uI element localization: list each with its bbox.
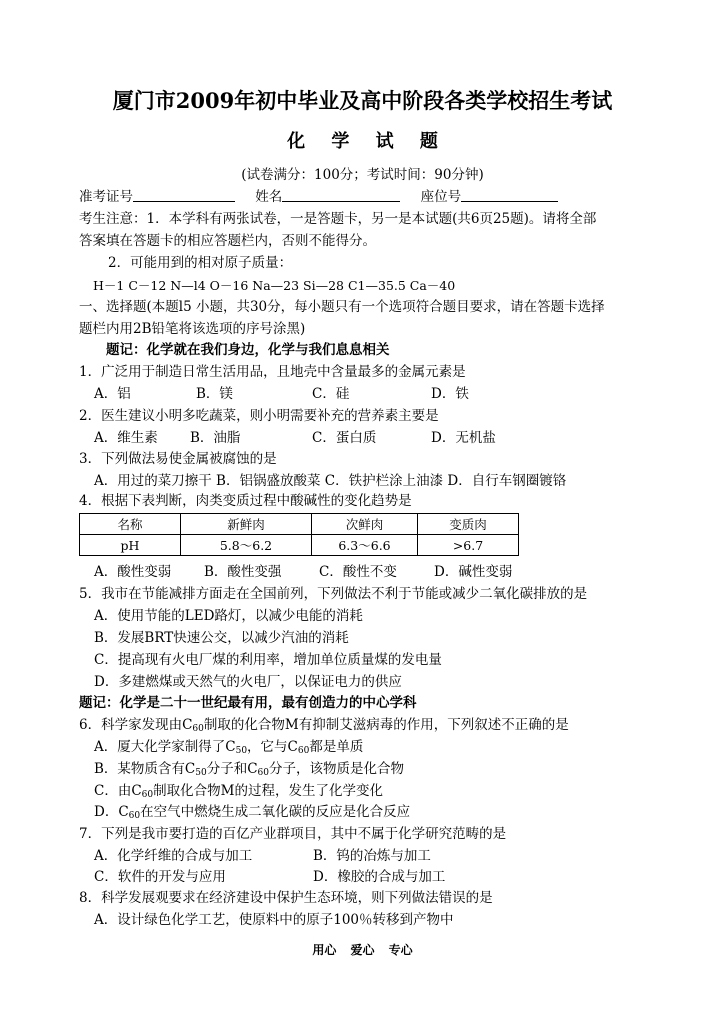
table-cell: 6.3～6.6: [312, 535, 418, 556]
q7-options-row-2: [94, 868, 445, 886]
exam-no-field[interactable]: [133, 188, 235, 202]
q2-options: [94, 429, 496, 447]
q6-option-c: C．由$C_{60}$制取化合物M的过程，发生了化学变化: [94, 783, 383, 800]
notice-line-1: 考生注意：1．本学科有两张试卷，一是答题卡，另一是本试题(共6页25题)。请将全部: [79, 211, 597, 227]
q7-option-b: B．钨的冶炼与加工: [313, 848, 431, 864]
q7-option-a: A．化学纤维的合成与加工: [94, 848, 253, 864]
q2-option-d: D．无机盐: [431, 430, 496, 446]
q7-options-row-1: [94, 847, 431, 865]
q4-option-b: B．酸性变强: [204, 564, 282, 580]
q8-option-a: A．设计绿色化学工艺，使原料中的原子100％转移到产物中: [94, 912, 454, 928]
table-header-cell: 变质肉: [418, 514, 519, 535]
table-header-cell: 次鲜肉: [312, 514, 418, 535]
q2-option-b: B．油脂: [190, 430, 241, 446]
q3-options: A．用过的菜刀擦干 B．铝锅盛放酸菜 C．铁护栏涂上油漆 D．自行车钢圈镀铬: [94, 473, 567, 489]
section-1-line-1: 一、选择题(本题l5 小题，共30分，每小题只有一个选项符合题目要求，请在答题卡选择: [79, 299, 605, 315]
q5-option-c: C．提高现有火电厂煤的利用率，增加单位质量煤的发电量: [94, 652, 442, 668]
q1-option-a: A．铝: [94, 386, 131, 402]
exam-title: 厦门市2009年初中毕业及高中阶段各类学校招生考试: [112, 88, 613, 113]
q4-options: [94, 563, 512, 581]
q6-stem: 6．科学家发现由$C_{60}$制取的化合物M有抑制艾滋病毒的作用，下列叙述不正确的是: [79, 717, 569, 734]
q8-stem: 8．科学发展观要求在经济建设中保护生态环境，则下列做法错误的是: [79, 890, 493, 906]
q1-option-b: B．镁: [196, 386, 233, 402]
q1-options: [94, 385, 469, 403]
q6-option-a: A．厦大化学家制得了$C_{50}$，它与$C_{60}$都是单质: [94, 739, 364, 756]
table-header-row: [80, 514, 519, 535]
exam-no-label: 准考证号: [79, 189, 133, 205]
q7-option-c: C．软件的开发与应用: [94, 869, 226, 885]
name-label: 姓名: [255, 189, 283, 205]
q5-option-d: D．多建燃煤或天然气的火电厂，以保证电力的供应: [94, 674, 402, 690]
table-row: [80, 535, 519, 556]
q2-option-a: A．维生素: [94, 430, 158, 446]
q2-option-c: C．蛋白质: [312, 430, 377, 446]
q3-stem: 3．下列做法易使金属被腐蚀的是: [79, 451, 277, 467]
table-header-cell: 名称: [80, 514, 181, 535]
q4-stem: 4．根据下表判断，肉类变质过程中酸碱性的变化趋势是: [79, 493, 412, 509]
exam-subtitle: 化 学 试 题: [287, 131, 438, 152]
section-1-line-2: 题栏内用2B铅笔将该选项的序号涂黑): [79, 321, 306, 337]
q4-option-d: D．碱性变弱: [434, 564, 513, 580]
q1-option-c: C．硅: [312, 386, 350, 402]
q4-option-a: A．酸性变弱: [94, 564, 172, 580]
table-cell: pH: [80, 535, 181, 556]
notice-line-3: 2．可能用到的相对原子质量：: [108, 255, 293, 271]
q4-option-c: C．酸性不变: [319, 564, 397, 580]
note-1: 题记：化学就在我们身边，化学与我们息息相关: [106, 342, 390, 358]
exam-info: (试卷满分：100分；考试时间：90分钟): [241, 167, 484, 183]
notice-line-2: 答案填在答题卡的相应答题栏内，否则不能得分。: [79, 233, 376, 249]
table-cell: >6.7: [418, 535, 519, 556]
q7-stem: 7．下列是我市要打造的百亿产业群项目，其中不属于化学研究范畴的是: [79, 826, 507, 842]
q6-option-b: B．某物质含有$C_{50}$分子和$C_{60}$分子，该物质是化合物: [94, 761, 404, 778]
candidate-fields: [79, 188, 558, 206]
q5-option-a: A．使用节能的LED路灯，以减少电能的消耗: [94, 608, 363, 624]
seat-field[interactable]: [461, 188, 558, 202]
table-header-cell: 新鲜肉: [181, 514, 312, 535]
name-field[interactable]: [282, 188, 400, 202]
q5-stem: 5．我市在节能减排方面走在全国前列，下列做法不利于节能或减少二氧化碳排放的是: [79, 586, 588, 602]
q1-stem: 1．广泛用于制造日常生活用品，且地壳中含量最多的金属元素是: [79, 364, 466, 380]
q1-option-d: D．铁: [431, 386, 469, 402]
q2-stem: 2．医生建议小明多吃蔬菜，则小明需要补充的营养素主要是: [79, 408, 439, 424]
q6-option-d: D．$C_{60}$在空气中燃烧生成二氧化碳的反应是化合反应: [94, 804, 411, 821]
seat-label: 座位号: [420, 189, 462, 205]
note-2: 题记：化学是二十一世纪最有用，最有创造力的中心学科: [79, 695, 417, 711]
page-footer: 用心 爱心 专心: [312, 943, 413, 957]
q7-option-d: D．橡胶的合成与加工: [313, 869, 446, 885]
table-cell: 5.8～6.2: [181, 535, 312, 556]
atomic-masses: H－1 C－12 N—l4 O－16 Na—23 Si—28 C1—35.5 Ca－40: [93, 278, 456, 293]
q5-option-b: B．发展BRT快速公交，以减少汽油的消耗: [94, 630, 349, 646]
ph-table: [79, 513, 519, 556]
